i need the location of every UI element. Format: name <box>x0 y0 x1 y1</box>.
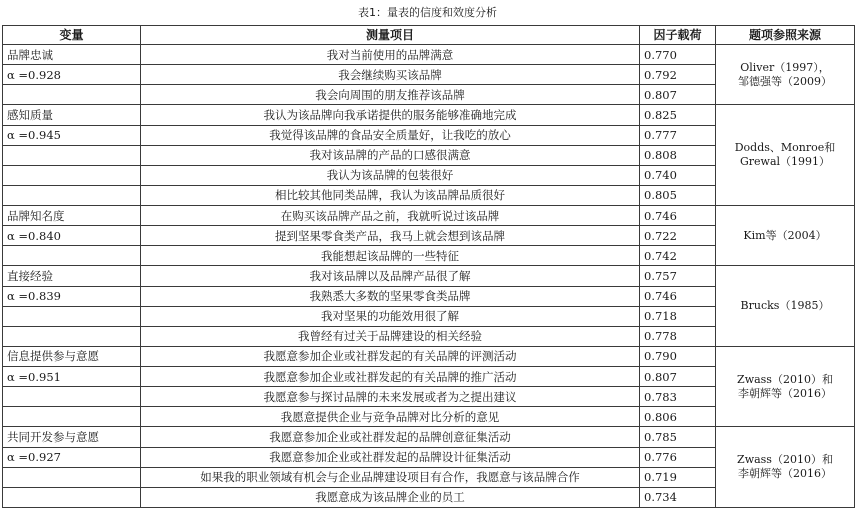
measurement-item: 我对该品牌的产品的口感很满意 <box>141 145 640 165</box>
item-source <box>716 266 855 347</box>
item-source <box>716 206 855 266</box>
measurement-item: 我熟悉大多数的坚果零食类品牌 <box>141 286 640 306</box>
empty-cell <box>3 467 141 487</box>
cronbach-alpha: α =0.927 <box>3 447 141 467</box>
variable-name: 信息提供参与意愿 <box>3 346 141 366</box>
item-source <box>716 346 855 427</box>
factor-loading: 0.734 <box>640 487 716 507</box>
measurement-item: 我认为该品牌向我承诺提供的服务能够准确地完成 <box>141 105 640 125</box>
source-line: Dodds、Monroe和 <box>734 141 836 155</box>
empty-cell <box>3 85 141 105</box>
factor-loading: 0.807 <box>640 85 716 105</box>
measurement-item: 我能想起该品牌的一些特征 <box>141 246 640 266</box>
source-line: Oliver（1997）， <box>740 60 830 74</box>
factor-loading: 0.825 <box>640 105 716 125</box>
factor-loading: 0.806 <box>640 407 716 427</box>
factor-loading: 0.776 <box>640 447 716 467</box>
source-line: Brucks（1985） <box>740 299 830 313</box>
cronbach-alpha: α =0.840 <box>3 226 141 246</box>
measurement-item: 相比较其他同类品牌，我认为该品牌品质很好 <box>141 185 640 205</box>
factor-loading: 0.746 <box>640 206 716 226</box>
source-line: 李朝辉等（2016） <box>738 386 832 400</box>
source-line: Grewal（1991） <box>739 155 831 169</box>
variable-name: 品牌知名度 <box>3 206 141 226</box>
table-row <box>3 105 855 125</box>
factor-loading: 0.790 <box>640 346 716 366</box>
measurement-item: 我愿意参加企业或社群发起的有关品牌的评测活动 <box>141 346 640 366</box>
measurement-item: 在购买该品牌产品之前，我就听说过该品牌 <box>141 206 640 226</box>
source-line: Zwass（2010）和 <box>737 453 833 467</box>
source-line: 邹德强等（2009） <box>738 74 832 88</box>
empty-cell <box>3 306 141 326</box>
table-row <box>3 266 855 286</box>
empty-cell <box>3 326 141 346</box>
empty-cell <box>3 185 141 205</box>
measurement-item: 我愿意提供企业与竞争品牌对比分析的意见 <box>141 407 640 427</box>
factor-loading: 0.783 <box>640 387 716 407</box>
header-variable: 变量 <box>3 26 141 45</box>
measurement-item: 我愿意参加企业或社群发起的品牌创意征集活动 <box>141 427 640 447</box>
table-row <box>3 45 855 65</box>
item-source <box>716 45 855 105</box>
empty-cell <box>3 165 141 185</box>
factor-loading: 0.808 <box>640 145 716 165</box>
item-source <box>716 105 855 206</box>
factor-loading: 0.740 <box>640 165 716 185</box>
empty-cell <box>3 145 141 165</box>
factor-loading: 0.807 <box>640 367 716 387</box>
factor-loading: 0.777 <box>640 125 716 145</box>
table-row <box>3 427 855 447</box>
measurement-item: 我觉得该品牌的食品安全质量好，让我吃的放心 <box>141 125 640 145</box>
factor-loading: 0.719 <box>640 467 716 487</box>
cronbach-alpha: α =0.928 <box>3 65 141 85</box>
measurement-item: 我愿意参加企业或社群发起的有关品牌的推广活动 <box>141 367 640 387</box>
variable-name: 直接经验 <box>3 266 141 286</box>
cronbach-alpha: α =0.951 <box>3 367 141 387</box>
measurement-item: 我会向周围的朋友推荐该品牌 <box>141 85 640 105</box>
factor-loading: 0.718 <box>640 306 716 326</box>
measurement-item: 我对该品牌以及品牌产品很了解 <box>141 266 640 286</box>
table-row <box>3 206 855 226</box>
cronbach-alpha: α =0.945 <box>3 125 141 145</box>
measurement-item: 如果我的职业领域有机会与企业品牌建设项目有合作，我愿意与该品牌合作 <box>141 467 640 487</box>
measurement-item: 我愿意参与探讨品牌的未来发展或者为之提出建议 <box>141 387 640 407</box>
factor-loading: 0.742 <box>640 246 716 266</box>
factor-loading: 0.722 <box>640 226 716 246</box>
empty-cell <box>3 487 141 507</box>
measurement-item: 提到坚果零食类产品，我马上就会想到该品牌 <box>141 226 640 246</box>
factor-loading: 0.805 <box>640 185 716 205</box>
source-line: Zwass（2010）和 <box>737 372 833 386</box>
measurement-item: 我认为该品牌的包装很好 <box>141 165 640 185</box>
source-line: 李朝辉等（2016） <box>738 467 832 481</box>
factor-loading: 0.792 <box>640 65 716 85</box>
header-source: 题项参照来源 <box>716 26 855 45</box>
variable-name: 感知质量 <box>3 105 141 125</box>
measurement-item: 我会继续购买该品牌 <box>141 65 640 85</box>
factor-loading: 0.770 <box>640 45 716 65</box>
variable-name: 品牌忠诚 <box>3 45 141 65</box>
variable-name: 共同开发参与意愿 <box>3 427 141 447</box>
item-source <box>716 427 855 508</box>
empty-cell <box>3 407 141 427</box>
source-line: Kim等（2004） <box>743 228 827 242</box>
header-item: 测量项目 <box>141 26 640 45</box>
factor-loading: 0.778 <box>640 326 716 346</box>
table-body <box>3 45 855 508</box>
factor-loading: 0.785 <box>640 427 716 447</box>
measurement-item: 我对当前使用的品牌满意 <box>141 45 640 65</box>
measurement-item: 我愿意参加企业或社群发起的品牌设计征集活动 <box>141 447 640 467</box>
measurement-item: 我愿意成为该品牌企业的员工 <box>141 487 640 507</box>
measurement-item: 我对坚果的功能效用很了解 <box>141 306 640 326</box>
factor-loading: 0.757 <box>640 266 716 286</box>
factor-loading: 0.746 <box>640 286 716 306</box>
table-caption: 表1：量表的信度和效度分析 <box>358 6 497 19</box>
table-row <box>3 346 855 366</box>
scale-table <box>2 25 855 508</box>
empty-cell <box>3 246 141 266</box>
empty-cell <box>3 387 141 407</box>
measurement-item: 我曾经有过关于品牌建设的相关经验 <box>141 326 640 346</box>
header-loading: 因子载荷 <box>640 26 716 45</box>
cronbach-alpha: α =0.839 <box>3 286 141 306</box>
header-row <box>3 26 855 45</box>
